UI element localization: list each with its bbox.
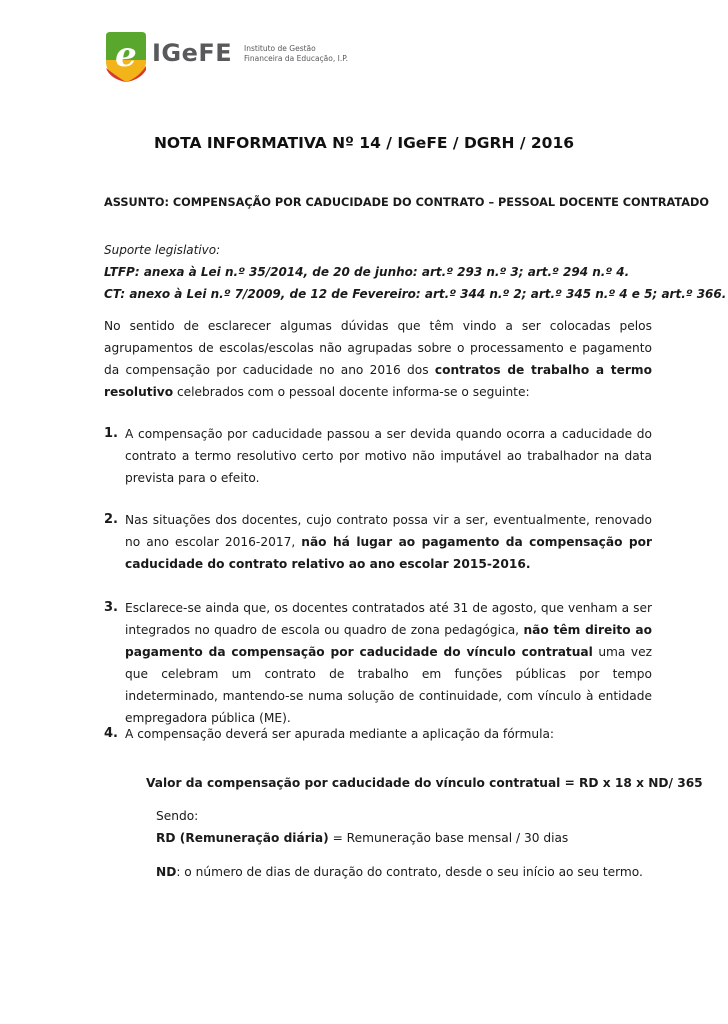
legislation-heading: Suporte legislativo: xyxy=(104,243,221,257)
definition-nd-text: : o número de dias de duração do contrato, desde o seu início ao seu termo. xyxy=(176,865,643,879)
definition-rd xyxy=(156,827,568,849)
subject-line: ASSUNTO: COMPENSAÇÃO POR CADUCIDADE DO CONTRATO – PESSOAL DOCENTE CONTRATADO xyxy=(104,196,709,209)
list-item-text-part: uma vez que celebram um contrato de trabalho em funções públicas por tempo indeterminado, mantendo-se numa solução de continuidade, com vínculo à entidade empregadora pública (ME). xyxy=(125,645,652,725)
definition-rd-label: RD (Remuneração diária) xyxy=(156,831,329,845)
list-item-1 xyxy=(104,423,652,489)
igefe-e-logo-icon xyxy=(102,30,148,84)
list-item-4 xyxy=(104,723,652,745)
definitions-intro: Sendo: xyxy=(156,809,199,823)
logo-subtitle-line1: Instituto de Gestão xyxy=(244,44,316,53)
list-item-text-bold: não há lugar ao pagamento da compensação por caducidade do contrato relativo ao ano escolar 2015-2016. xyxy=(125,535,652,571)
list-item-number: 2. xyxy=(104,512,118,527)
definition-nd-label: ND xyxy=(156,865,177,879)
igefe-logo xyxy=(102,30,352,86)
list-item-text: A compensação por caducidade passou a ser devida quando ocorra a caducidade do contrato a termo resolutivo certo por motivo não imputável ao trabalhador na data prevista para o efeito. xyxy=(125,427,652,485)
list-item-text xyxy=(125,509,652,575)
logo-subtitle-line2: Financeira da Educação, I.P. xyxy=(244,54,348,63)
compensation-formula: Valor da compensação por caducidade do vínculo contratual = RD x 18 x ND/ 365 xyxy=(146,776,703,790)
svg-text:e: e xyxy=(115,35,137,75)
definition-rd-text: = Remuneração base mensal / 30 dias xyxy=(328,831,569,845)
intro-text-bold: contratos de trabalho a termo resolutivo xyxy=(104,363,652,399)
intro-text-1: No sentido de esclarecer algumas dúvidas que têm vindo a ser colocadas pelos agrupamentos de escolas/escolas não agrupadas sobre o processamento e pagamento da compensação por caducidade no ano 2016 dos xyxy=(104,319,652,377)
intro-paragraph xyxy=(104,315,652,403)
list-item-text-bold: não têm direito ao pagamento da compensação por caducidade do vínculo contratual xyxy=(125,623,652,659)
intro-text-2: celebrados com o pessoal docente informa-se o seguinte: xyxy=(173,385,530,399)
list-item-text-part: Esclarece-se ainda que, os docentes contratados até 31 de agosto, que venham a ser integrados no quadro de escola ou quadro de zona pedagógica, xyxy=(125,601,652,637)
logo-subtitle xyxy=(244,44,348,64)
list-item-text-part: Nas situações dos docentes, cujo contrato possa vir a ser, eventualmente, renovado no ano escolar 2016-2017, xyxy=(125,513,652,549)
list-item-3 xyxy=(104,597,652,729)
definition-nd xyxy=(156,861,643,883)
legislation-block xyxy=(104,239,726,305)
list-item-number: 4. xyxy=(104,726,118,741)
list-item-number: 1. xyxy=(104,426,118,441)
logo-wordmark: IGeFE xyxy=(152,39,233,67)
legislation-line-ltfp: LTFP: anexa à Lei n.º 35/2014, de 20 de junho: art.º 293 n.º 3; art.º 294 n.º 4. xyxy=(104,265,630,279)
list-item-2 xyxy=(104,509,652,575)
list-item-text: A compensação deverá ser apurada mediante a aplicação da fórmula: xyxy=(125,727,555,741)
list-item-text xyxy=(125,597,652,729)
list-item-number: 3. xyxy=(104,600,118,615)
document-title: NOTA INFORMATIVA Nº 14 / IGeFE / DGRH / 2016 xyxy=(153,134,575,152)
legislation-line-ct: CT: anexo à Lei n.º 7/2009, de 12 de Fevereiro: art.º 344 n.º 2; art.º 345 n.º 4 e 5; art.º 366. xyxy=(104,287,727,301)
